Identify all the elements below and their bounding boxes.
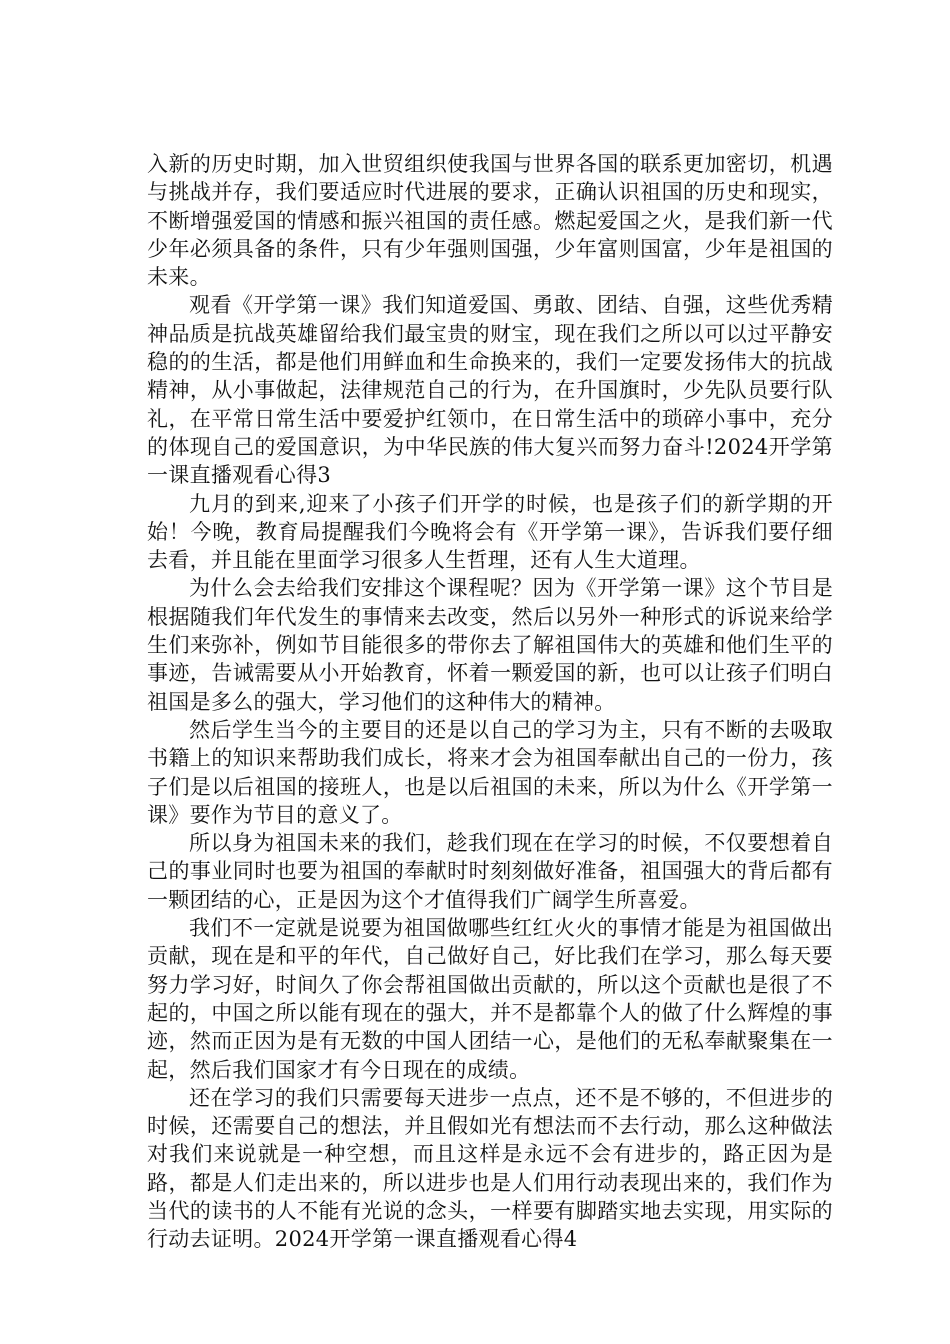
paragraph-8: 还在学习的我们只需要每天进步一点点，还不是不够的，不但进步的时候，还需要自己的想法，并且假如光有想法而不去行动，那么这种做法对我们来说就是一种空想，而且这样是永远不会有进步的，路正因为是路，都是人们走出来的，所以进步也是人们用行动表现出来的，我们作为当代的读书的人不能有光说的念头，一样要有脚踏实地去实现，用实际的行动去证明。2024开学第一课直播观看心得4 bbox=[147, 1085, 833, 1252]
paragraph-4: 为什么会去给我们安排这个课程呢？因为《开学第一课》这个节目是根据随我们年代发生的事情来去改变，然后以另外一种形式的诉说来给学生们来弥补，例如节目能很多的带你去了解祖国伟大的英雄和他们生平的事迹，告诫需要从小开始教育，怀着一颗爱国的新，也可以让孩子们明白祖国是多么的强大，学习他们的这种伟大的精神。 bbox=[147, 576, 833, 714]
paragraph-5: 然后学生当今的主要目的还是以自己的学习为主，只有不断的去吸取书籍上的知识来帮助我们成长，将来才会为祖国奉献出自己的一份力，孩子们是以后祖国的接班人，也是以后祖国的未来，所以为什么《开学第一课》要作为节目的意义了。 bbox=[147, 717, 833, 827]
paragraph-2: 观看《开学第一课》我们知道爱国、勇敢、团结、自强，这些优秀精神品质是抗战英雄留给我们最宝贵的财宝，现在我们之所以可以过平静安稳的的生活，都是他们用鲜血和生命换来的，我们一定要发扬伟大的抗战精神，从小事做起，法律规范自己的行为，在升国旗时，少先队员要行队礼，在平常日常生活中要爱护红领巾，在日常生活中的琐碎小事中，充分的体现自己的爱国意识，为中华民族的伟大复兴而努力奋斗!2024开学第一课直播观看心得3 bbox=[147, 293, 833, 488]
paragraph-3: 九月的到来,迎来了小孩子们开学的时候，也是孩子们的新学期的开始！今晚，教育局提醒我们今晚将会有《开学第一课》，告诉我们要仔细去看，并且能在里面学习很多人生哲理，还有人生大道理。 bbox=[147, 491, 833, 573]
paragraph-1: 入新的历史时期，加入世贸组织使我国与世界各国的联系更加密切，机遇与挑战并存，我们要适应时代进展的要求，正确认识祖国的历史和现实，不断增强爱国的情感和振兴祖国的责任感。燃起爱国之火，是我们新一代少年必须具备的条件，只有少年强则国强，少年富则国富，少年是祖国的未来。 bbox=[147, 152, 833, 290]
paragraph-7: 我们不一定就是说要为祖国做哪些红红火火的事情才能是为祖国做出贡献，现在是和平的年代，自己做好自己，好比我们在学习，那么每天要努力学习好，时间久了你会帮祖国做出贡献的，所以这个贡献也是很了不起的，中国之所以能有现在的强大，并不是都靠个人的做了什么辉煌的事迹，然而正因为是有无数的中国人团结一心，是他们的无私奉献聚集在一起，然后我们国家才有今日现在的成绩。 bbox=[147, 916, 833, 1082]
paragraph-6: 所以身为祖国未来的我们，趁我们现在在学习的时候，不仅要想着自己的事业同时也要为祖国的奉献时时刻刻做好准备，祖国强大的背后都有一颗团结的心，正是因为这个才值得我们广阔学生所喜爱。 bbox=[147, 831, 833, 912]
document-body bbox=[147, 150, 833, 1254]
